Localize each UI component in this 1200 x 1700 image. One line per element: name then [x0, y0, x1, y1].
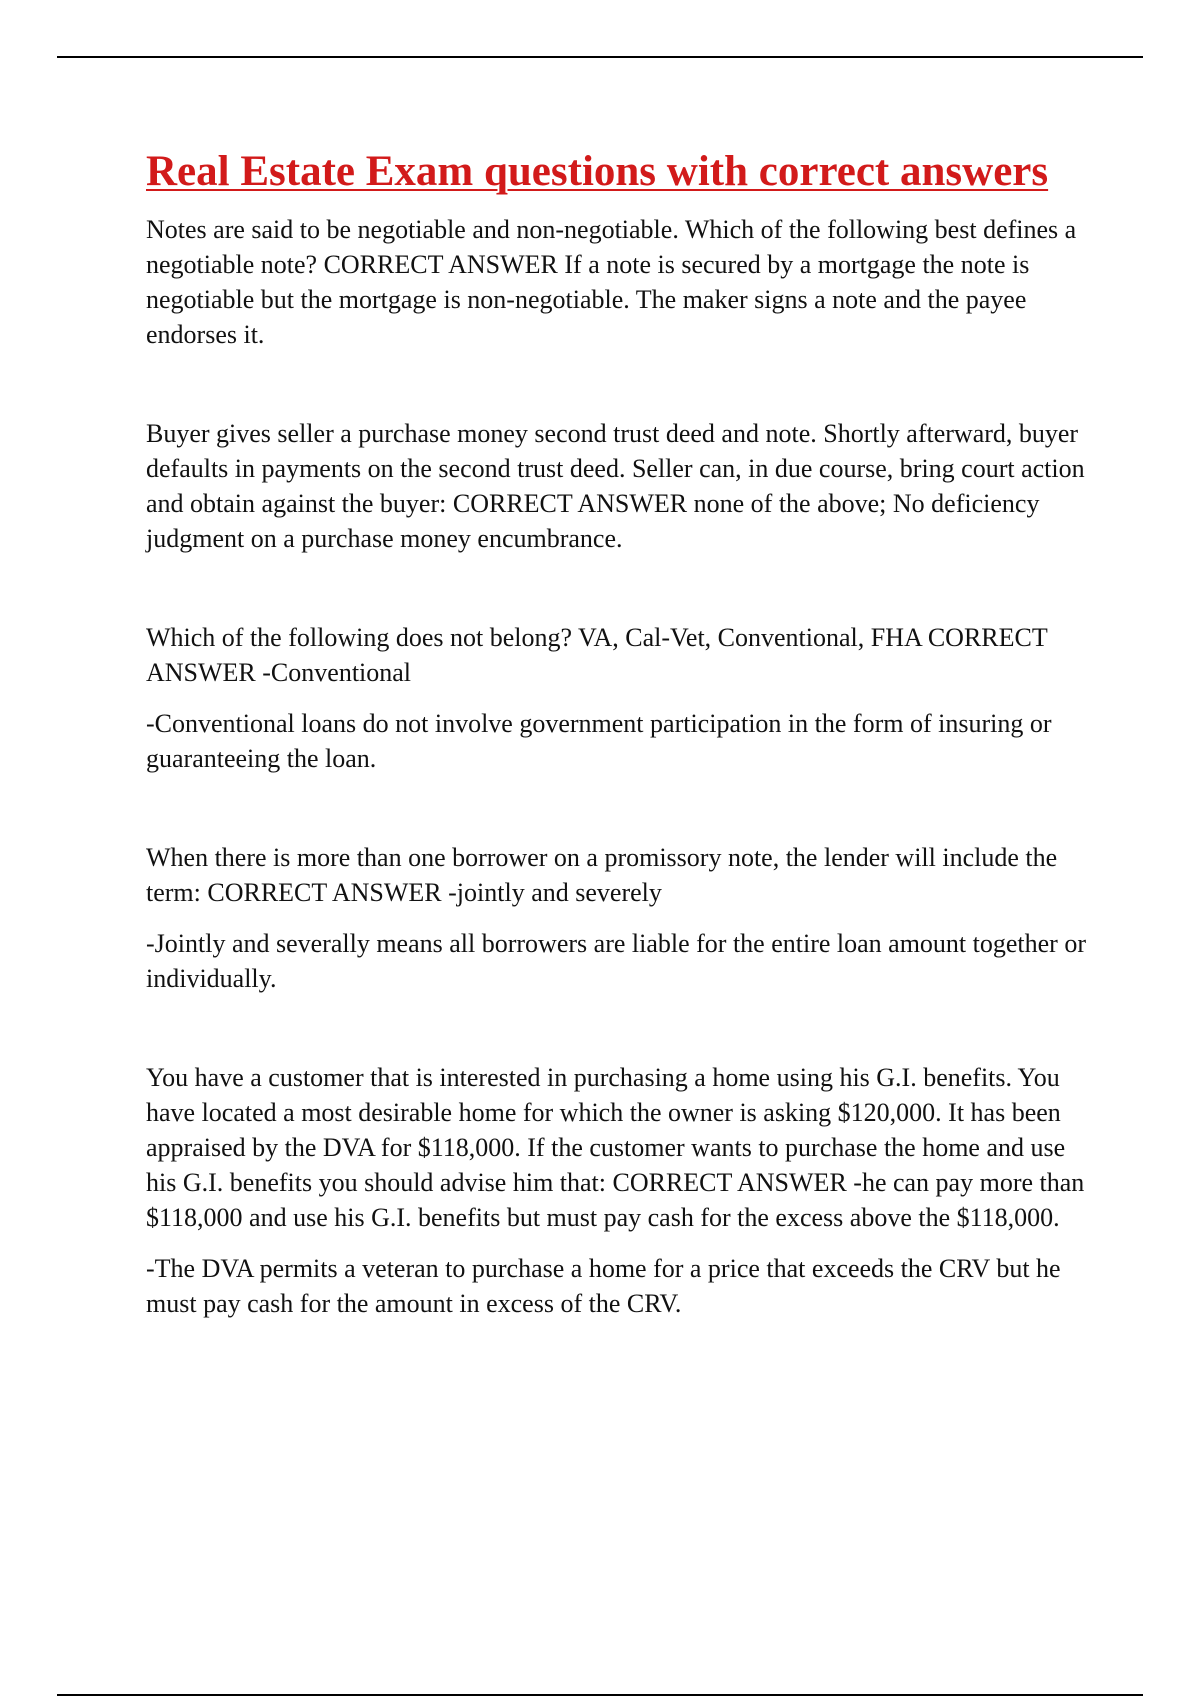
top-rule	[57, 56, 1143, 58]
question-text: Notes are said to be negotiable and non-negotiable. Which of the following best defines a negotiable note? CORRECT ANSWER If a note is secured by a mortgage the note is negotiable but the mortgage is non-negotiable. The maker signs a note and the payee endorses it.	[146, 215, 1077, 349]
qa-item	[146, 212, 1094, 352]
answer-explanation: -The DVA permits a veteran to purchase a home for a price that exceeds the CRV but he must pay cash for the amount in excess of the CRV.	[146, 1254, 1061, 1318]
document-body	[146, 146, 1094, 1321]
qa-item	[146, 1060, 1094, 1321]
question-text: Which of the following does not belong? VA, Cal-Vet, Conventional, FHA CORRECT ANSWER -Conventional	[146, 623, 1048, 687]
question-text: When there is more than one borrower on a promissory note, the lender will include the term: CORRECT ANSWER -jointly and severely	[146, 843, 1058, 907]
bottom-rule	[57, 1694, 1143, 1696]
document-title: Real Estate Exam questions with correct answers	[146, 148, 1049, 195]
answer-explanation: -Jointly and severally means all borrowers are liable for the entire loan amount together or individually.	[146, 929, 1086, 993]
question-text: Buyer gives seller a purchase money second trust deed and note. Shortly afterward, buyer defaults in payments on the second trust deed. Seller can, in due course, bring court action and obtain against the buyer: CORRECT ANSWER none of the above; No deficiency judgment on a purchase money encumbrance.	[146, 419, 1085, 553]
qa-item	[146, 840, 1094, 996]
answer-explanation: -Conventional loans do not involve government participation in the form of insuring or guaranteeing the loan.	[146, 709, 1052, 773]
question-text: You have a customer that is interested in purchasing a home using his G.I. benefits. You have located a most desirable home for which the owner is asking $120,000. It has been appraised by the DVA for $118,000. If the customer wants to purchase the home and use his G.I. benefits you should advise him that: CORRECT ANSWER -he can pay more than $118,000 and use his G.I. benefits but must pay cash for the excess above the $118,000.	[146, 1063, 1085, 1232]
qa-item	[146, 416, 1094, 556]
qa-item	[146, 620, 1094, 776]
